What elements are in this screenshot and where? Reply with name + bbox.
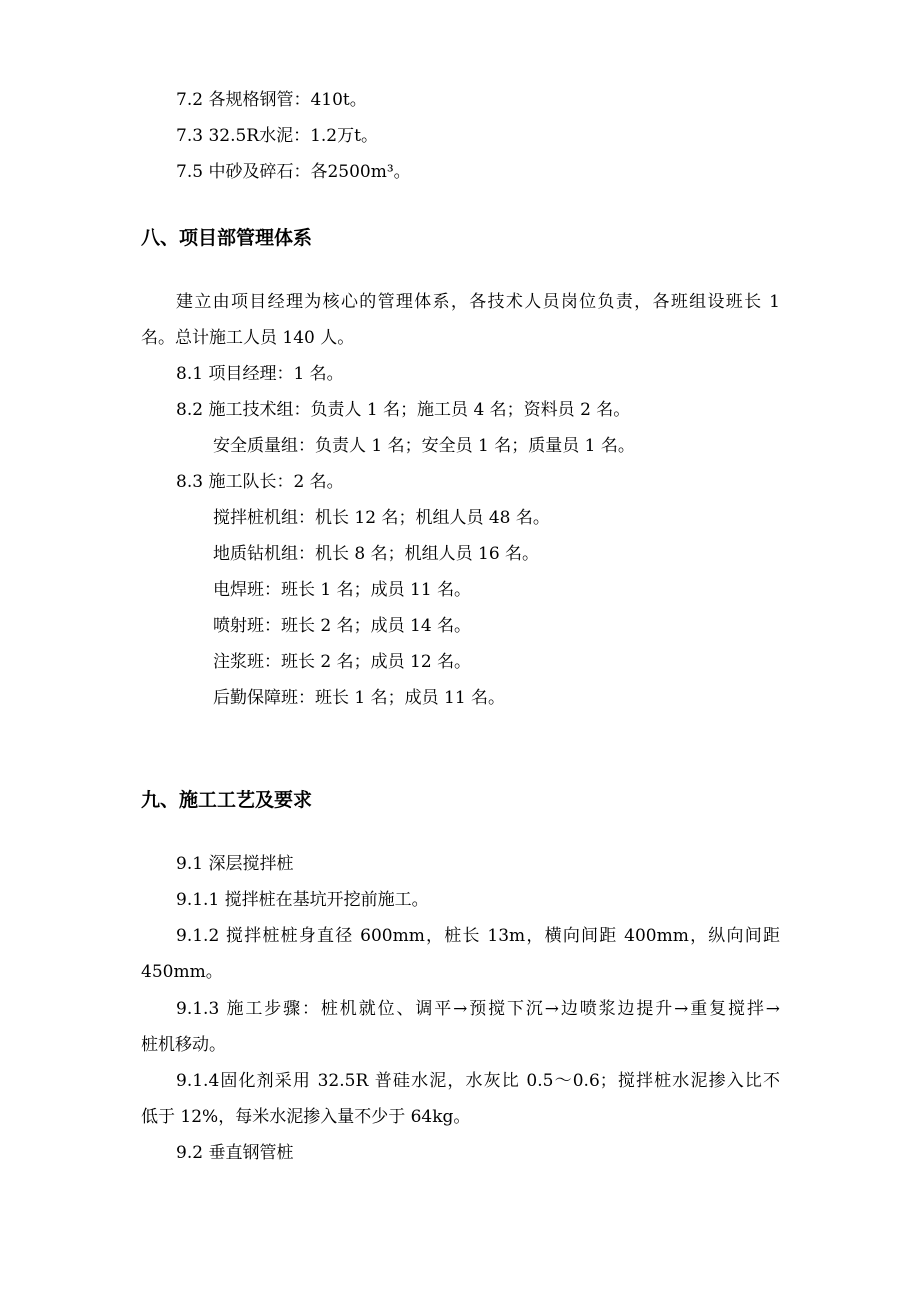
item-9-1-2-line1: 9.1.2 搅拌桩桩身直径 600mm，桩长 13m，横向间距 400mm，纵向间距 [176,926,780,946]
item-7-3: 7.3 32.5R水泥：1.2万t。 [176,126,378,146]
item-9-1-3-line1: 9.1.3 施工步骤：桩机就位、调平→预搅下沉→边喷浆边提升→重复搅拌→ [176,999,780,1019]
item-8-2-sub: 安全质量组：负责人 1 名；安全员 1 名；质量员 1 名。 [213,436,635,456]
item-9-1-2-line2: 450mm。 [141,962,223,982]
item-9-2: 9.2 垂直钢管桩 [176,1143,294,1163]
item-7-5: 7.5 中砂及碎石：各2500m³。 [176,162,411,182]
item-8-3: 8.3 施工队长：2 名。 [176,472,344,492]
item-9-1-4-line1: 9.1.4固化剂采用 32.5R 普硅水泥，水灰比 0.5～0.6；搅拌桩水泥掺入比不 [176,1071,780,1091]
crew-spraying: 喷射班：班长 2 名；成员 14 名。 [213,616,472,636]
item-9-1: 9.1 深层搅拌桩 [176,854,294,874]
crew-grouting: 注浆班：班长 2 名；成员 12 名。 [213,652,472,672]
item-9-1-1: 9.1.1 搅拌桩在基坑开挖前施工。 [176,890,429,910]
section-8-heading: 八、项目部管理体系 [141,227,313,249]
item-8-2: 8.2 施工技术组：负责人 1 名；施工员 4 名；资料员 2 名。 [176,400,631,420]
item-9-1-4-line2: 低于 12%，每米水泥掺入量不少于 64kg。 [141,1107,471,1127]
crew-welding: 电焊班：班长 1 名；成员 11 名。 [213,580,472,600]
item-9-1-3-line2: 桩机移动。 [141,1035,226,1055]
section-9-heading: 九、施工工艺及要求 [141,789,313,811]
crew-logistics: 后勤保障班：班长 1 名；成员 11 名。 [213,688,506,708]
section-8-intro-line1: 建立由项目经理为核心的管理体系，各技术人员岗位负责，各班组设班长 1 [176,292,780,312]
item-8-1: 8.1 项目经理：1 名。 [176,364,344,384]
crew-mixing-pile: 搅拌桩机组：机长 12 名；机组人员 48 名。 [213,508,550,528]
crew-geo-drill: 地质钻机组：机长 8 名；机组人员 16 名。 [213,544,540,564]
section-8-intro-line2: 名。总计施工人员 140 人。 [141,328,355,348]
item-7-2: 7.2 各规格钢管：410t。 [176,90,367,110]
